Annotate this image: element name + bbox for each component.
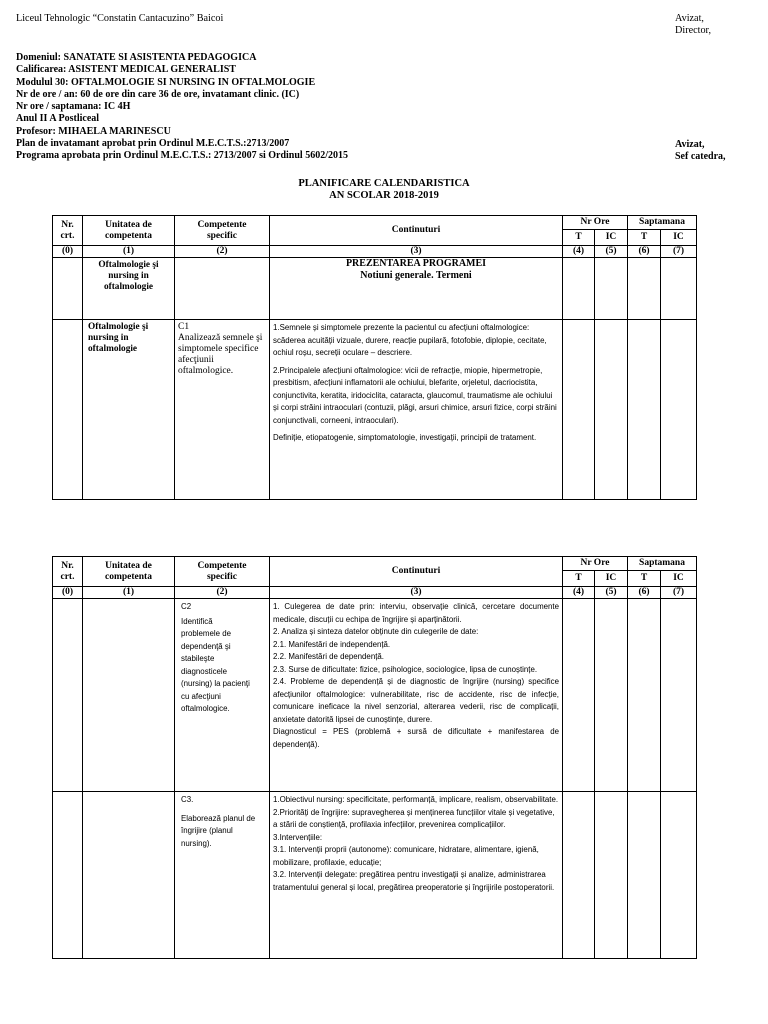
col-hours: Nr Ore [563,216,628,230]
row-content: 1.Semnele și simptomele prezente la pacientul cu afecțiuni oftalmologice: scăderea acuității vizuale, durere, reacție pupilară, fotofobie, diplopie, cecitate, ochiul roșu, secreții oculare – descriere. 2.Principalele afecțiuni oftalmologice: vicii de refracție, miopie, hipermetropie, presbitism, afecțiuni inflamatorii ale ochiului, blefarite, orjeletul, dacriocistita, conjunctivita, keratita, iridociclita, cataracta, glaucomul, traumatisme ale ochiului și corpi străini intraoculari (contuzii, plăgi, arsuri chimice, arsuri fizice, corpi străini conjunctivali, corneeni, intraoculari). Definiție, etiopatogenie, simptomatologie, investigații, principii de tratament. [270,320,563,500]
col-hours: Nr Ore [563,557,628,571]
row-content: 1.Obiectivul nursing: specificitate, performanță, implicare, realism, observabilitate. 2.Priorități de îngrijire: supravegherea și menținerea funcțiilor vitale și vegetative, a stării de conștiență, profilaxia infecțiilor, prevenirea complicațiilor. 3.Intervențiile: 3.1. Intervenții proprii (autonome): comunicare, hidratare, alimentare, igienă, mobilizare, profilaxie, educație; 3.2. Intervenții delegate: pregătirea pentru investigații și analize, administrarea tratamentului general și local, pregătirea preoperatorie și îngrijirile postoperatorii. [270,792,563,959]
col-content: Continuturi [270,216,563,246]
col-nr: Nr. crt. [53,216,83,246]
row-content: PREZENTAREA PROGRAMEI Notiuni generale. Termeni [270,258,563,320]
header-hours-year: Nr de ore / an: 60 de ore din care 36 de ore, invatamant clinic. (IC) [16,88,300,100]
col-competence: Competente specific [175,216,270,246]
col-hours-t: T [563,230,595,246]
col-competence: Competente specific [175,557,270,587]
table-row [53,599,697,792]
col-nr: Nr. crt. [53,557,83,587]
col-content: Continuturi [270,557,563,587]
index-row: (0) (1) (2) (3) (4) (5) (6) (7) [53,587,697,599]
row-competence: C3. Elaborează planul de îngrijire (planul nursing). [175,792,270,959]
header-plan: Plan de invatamant aprobat prin Ordinul M.E.C.T.S.:2713/2007 [16,138,290,150]
row-competence: C2 Identifică problemele de dependenţă şi stabileşte diagnosticele (nursing) la pacienţi cu afecţiuni oftalmologice. [175,599,270,792]
table-row [53,792,697,959]
col-unit: Unitatea de competenta [83,216,175,246]
index-row: (0) (1) (2) (3) (4) (5) (6) (7) [53,246,697,258]
row-unit: Oftalmologie şi nursing in oftalmologie [83,258,175,320]
col-week: Saptamana [628,557,697,571]
school-name: Liceul Tehnologic “Constatin Cantacuzino” Baicoi [16,13,224,24]
planning-table-2 [52,556,697,959]
header-qualification: Calificarea: ASISTENT MEDICAL GENERALIST [16,64,236,76]
col-week-ic: IC [661,571,697,587]
row-competence: C1 Analizează semnele şi simptomele specifice afecţiunii oftalmologice. [175,320,270,500]
col-week: Saptamana [628,216,697,230]
header-programa: Programa aprobata prin Ordinul M.E.C.T.S.: 2713/2007 si Ordinul 5602/2015 [16,150,348,162]
document-header [16,52,348,163]
col-week-t: T [628,230,661,246]
header-module: Modulul 30: OFTALMOLOGIE SI NURSING IN OFTALMOLOGIE [16,76,316,88]
col-hours-t: T [563,571,595,587]
document-title: PLANIFICARE CALENDARISTICA AN SCOLAR 2018-2019 [298,178,470,201]
header-year: Anul II A Postliceal [16,113,100,125]
planning-table-1 [52,215,697,500]
table-row [53,258,697,320]
col-hours-ic: IC [595,230,628,246]
header-hours-week: Nr ore / saptamana: IC 4H [16,101,131,113]
approval-director: Avizat, Director, [675,13,712,36]
row-unit: Oftalmologie şi nursing in oftalmologie [83,320,175,500]
header-domain: Domeniul: SANATATE SI ASISTENTA PEDAGOGICA [16,52,257,63]
row-content: 1. Culegerea de date prin: interviu, observație clinică, cercetare documente medicale, discuții cu echipa de îngrijire și aparținătorii. 2. Analiza și sinteza datelor obținute din culegerile de date: 2.1. Manifestări de independență. 2.2. Manifestări de dependență. 2.3. Surse de dificultate: fizice, psihologice, sociologice, lipsa de cunoștințe. 2.4. Probleme de dependență și de diagnostic de îngrijire (nursing) specifice afecțiunilor oftalmologice: vulnerabilitate, risc de accidente, risc de infecție, comunicare ineficace la nivel senzorial, alterarea vederii, risc de complicații, anxietate datorită lipsei de cunoștințe, durere. Diagnosticul = PES (problemă + sursă de dificultate + manifestarea de dependență). [270,599,563,792]
table-row [53,320,697,500]
col-unit: Unitatea de competenta [83,557,175,587]
col-week-ic: IC [661,230,697,246]
col-hours-ic: IC [595,571,628,587]
approval-chair: Avizat, Sef catedra, [675,139,726,163]
col-week-t: T [628,571,661,587]
header-teacher: Profesor: MIHAELA MARINESCU [16,125,171,137]
